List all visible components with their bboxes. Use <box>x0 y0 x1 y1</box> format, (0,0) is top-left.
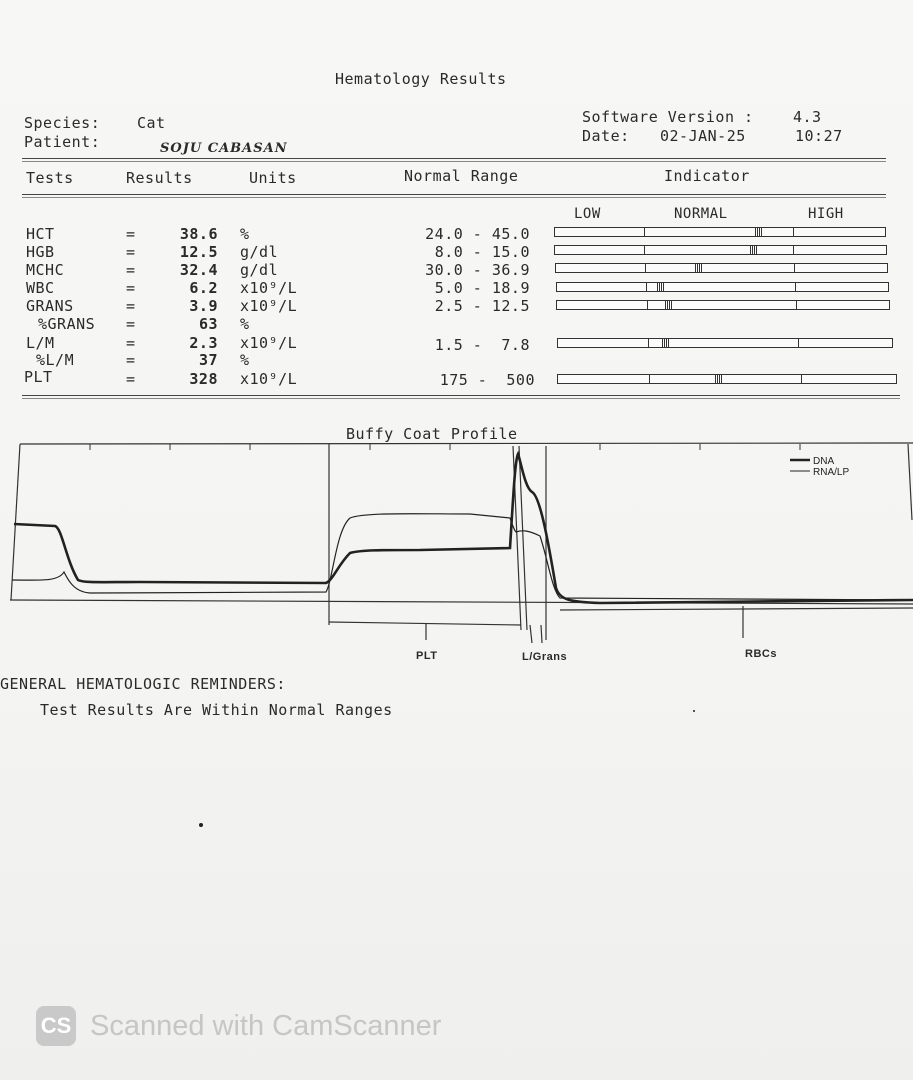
indicator-divider <box>648 339 649 347</box>
equals-sign: = <box>126 370 136 388</box>
result-value: 38.6 <box>179 225 218 243</box>
normal-range: 24.0 - 45.0 <box>425 225 530 243</box>
indicator-bar <box>554 227 886 237</box>
reminders-heading: GENERAL HEMATOLOGIC REMINDERS: <box>0 675 286 693</box>
normal-range: 8.0 - 15.0 <box>434 243 530 261</box>
unit: g/dl <box>240 261 279 279</box>
buffy-title: Buffy Coat Profile <box>346 425 518 443</box>
speck <box>199 823 203 827</box>
camscanner-text: Scanned with CamScanner <box>90 1009 442 1042</box>
plt-bracket <box>329 622 521 625</box>
indicator-divider <box>644 228 645 236</box>
indicator-marker <box>695 264 702 272</box>
unit: x10⁹/L <box>240 334 298 352</box>
result-value: 6.2 <box>189 279 218 297</box>
header-rule-bottom <box>22 194 886 195</box>
lgrans-tick-2 <box>541 625 542 643</box>
chart-legend <box>790 456 849 478</box>
indicator-divider <box>798 339 799 347</box>
camscanner-logo-icon: CS <box>36 1006 76 1046</box>
indicator-marker <box>662 339 669 347</box>
test-name: GRANS <box>26 297 74 315</box>
table-rule-bottom <box>22 395 900 396</box>
indicator-divider <box>793 228 794 236</box>
col-units: Units <box>249 169 297 187</box>
normal-range: 30.0 - 36.9 <box>425 261 530 279</box>
species-label: Species: <box>24 114 101 132</box>
indicator-bar <box>556 282 889 292</box>
chart-frame-left <box>11 444 20 600</box>
result-value: 12.5 <box>179 243 218 261</box>
header-rule-bottom-2 <box>22 197 886 198</box>
equals-sign: = <box>126 261 136 279</box>
equals-sign: = <box>126 315 136 333</box>
col-results: Results <box>126 169 193 187</box>
legend-rna-label: RNA/LP <box>813 467 850 478</box>
indicator-high: HIGH <box>808 206 844 222</box>
indicator-divider <box>795 283 796 291</box>
col-tests: Tests <box>26 169 74 187</box>
patient-label: Patient: <box>24 133 101 151</box>
header-rule-top-2 <box>22 161 886 162</box>
indicator-marker <box>657 283 664 291</box>
indicator-bar <box>555 263 888 273</box>
test-name: L/M <box>26 334 55 352</box>
software-version: 4.3 <box>793 108 822 126</box>
unit: % <box>240 315 250 333</box>
date-value: 02-JAN-25 <box>660 127 746 145</box>
unit: % <box>240 351 250 369</box>
species-value: Cat <box>137 114 166 132</box>
buffy-coat-chart <box>0 440 913 670</box>
indicator-divider <box>649 375 650 383</box>
time-value: 10:27 <box>795 127 843 145</box>
camscanner-watermark <box>36 1006 441 1046</box>
equals-sign: = <box>126 243 136 261</box>
indicator-divider <box>794 264 795 272</box>
indicator-marker <box>665 301 672 309</box>
header-rule-top <box>22 158 886 159</box>
result-value: 3.9 <box>189 297 218 315</box>
indicator-divider <box>647 301 648 309</box>
equals-sign: = <box>126 297 136 315</box>
test-name: MCHC <box>26 261 65 279</box>
indicator-bar <box>556 300 890 310</box>
normal-range: 5.0 - 18.9 <box>434 279 530 297</box>
col-normal-range: Normal Range <box>404 167 519 185</box>
indicator-divider <box>646 283 647 291</box>
date-label: Date: <box>582 127 630 145</box>
indicator-bar <box>554 245 887 255</box>
test-name: PLT <box>24 368 53 386</box>
col-indicator: Indicator <box>664 167 750 185</box>
test-name: %GRANS <box>38 315 96 333</box>
legend-dna-label: DNA <box>813 456 835 467</box>
test-name: WBC <box>26 279 55 297</box>
test-name: %L/M <box>36 351 75 369</box>
indicator-divider <box>645 264 646 272</box>
rbc-bracket <box>560 608 913 610</box>
normal-range: 2.5 - 12.5 <box>434 297 530 315</box>
indicator-marker <box>715 375 722 383</box>
indicator-normal: NORMAL <box>674 206 728 222</box>
chart-frame-right <box>908 444 912 520</box>
indicator-bar <box>557 374 897 384</box>
equals-sign: = <box>126 334 136 352</box>
unit: % <box>240 225 250 243</box>
normal-range: 1.5 - 7.8 <box>434 336 530 354</box>
speck <box>693 710 695 712</box>
label-plt: PLT <box>416 650 438 662</box>
unit: x10⁹/L <box>240 297 298 315</box>
result-value: 328 <box>189 370 218 388</box>
result-value: 2.3 <box>189 334 218 352</box>
equals-sign: = <box>126 279 136 297</box>
equals-sign: = <box>126 225 136 243</box>
reminders-text: Test Results Are Within Normal Ranges <box>40 701 393 719</box>
table-rule-bottom-2 <box>22 398 900 399</box>
equals-sign: = <box>126 351 136 369</box>
indicator-marker <box>755 228 762 236</box>
unit: g/dl <box>240 243 279 261</box>
test-name: HCT <box>26 225 55 243</box>
indicator-low: LOW <box>574 206 601 222</box>
unit: x10⁹/L <box>240 370 298 388</box>
label-rbcs: RBCs <box>745 648 777 660</box>
indicator-divider <box>801 375 802 383</box>
indicator-marker <box>750 246 757 254</box>
indicator-bar <box>557 338 893 348</box>
report-title: Hematology Results <box>335 70 507 88</box>
software-label: Software Version : <box>582 108 754 126</box>
indicator-divider <box>796 301 797 309</box>
chart-frame-top <box>20 443 913 444</box>
result-value: 37 <box>198 351 218 369</box>
dna-curve <box>14 454 913 603</box>
indicator-divider <box>644 246 645 254</box>
indicator-divider <box>793 246 794 254</box>
test-name: HGB <box>26 243 55 261</box>
result-value: 32.4 <box>179 261 218 279</box>
lgrans-tick-1 <box>530 625 532 643</box>
unit: x10⁹/L <box>240 279 298 297</box>
result-value: 63 <box>198 315 218 333</box>
label-lgrans: L/Grans <box>522 651 568 663</box>
normal-range: 175 - 500 <box>439 371 535 389</box>
rna-lp-curve <box>12 514 913 600</box>
patient-name: SOJU CABASAN <box>160 141 288 156</box>
